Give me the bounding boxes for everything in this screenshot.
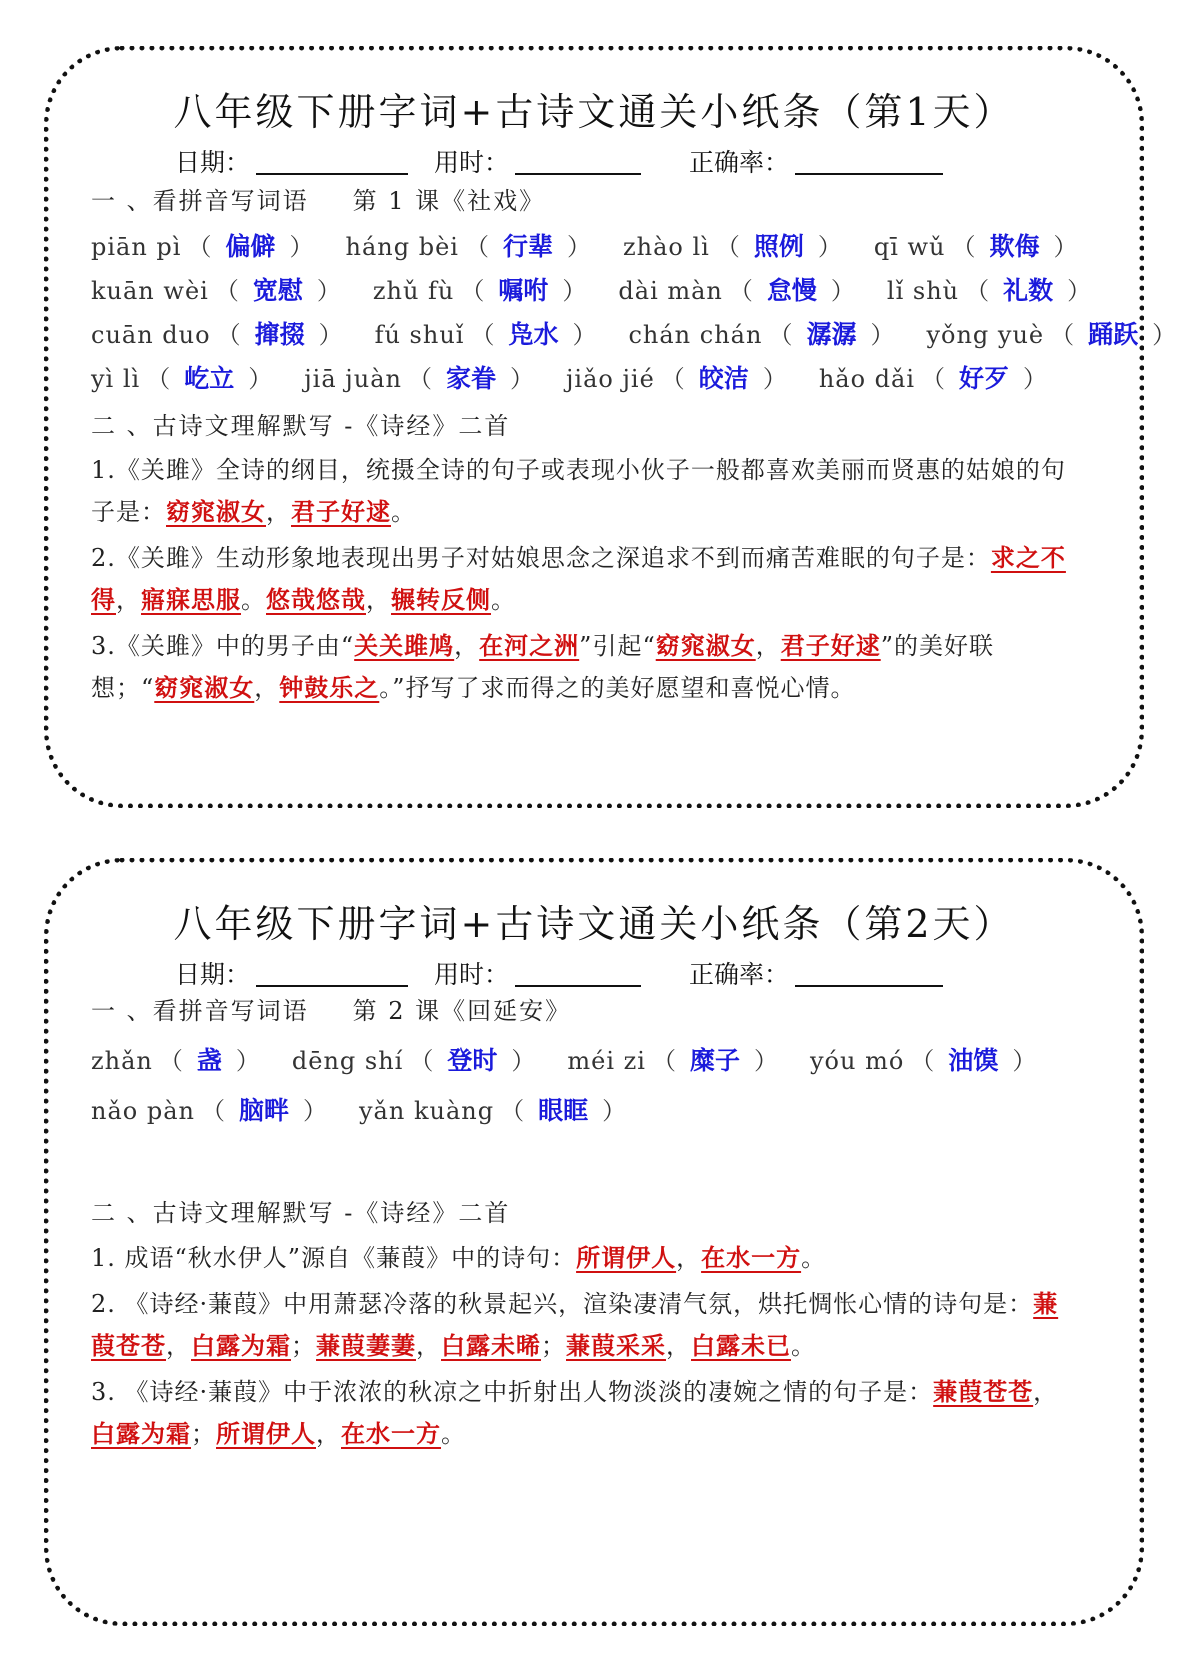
pinyin-row <box>91 227 1110 263</box>
paren-open: （ <box>715 233 740 261</box>
accuracy-blank[interactable] <box>795 959 943 987</box>
question-text: 。 <box>441 1420 466 1448</box>
pinyin-text: hǎo dǎi <box>818 365 916 393</box>
pinyin-row <box>91 315 1184 351</box>
pinyin-item <box>810 1041 1042 1077</box>
card-title: 八年级下册字词+古诗文通关小纸条（第2天） <box>173 902 1015 946</box>
paren-close: ） <box>830 277 855 305</box>
paren-close: ） <box>1023 365 1048 393</box>
question-text: 1. 成语“秋水伊人”源自《蒹葭》中的诗句： <box>91 1244 577 1272</box>
worksheet-card-day2 <box>44 858 1144 1626</box>
answer-word: 登时 <box>447 1046 498 1075</box>
answer-word: 踊跃 <box>1088 320 1139 349</box>
answer-word: 潺潺 <box>806 320 857 349</box>
accuracy-label: 正确率： <box>689 148 790 177</box>
paren-open: （ <box>460 277 485 305</box>
paren-open: （ <box>651 1047 676 1075</box>
question-1 <box>91 1237 1081 1279</box>
question-text: ， <box>676 1244 702 1272</box>
answer-text: 白露为霜 <box>91 1419 191 1448</box>
answer-word: 好歹 <box>959 364 1010 393</box>
answer-text: 君子好逑 <box>291 497 391 526</box>
question-text: ， <box>116 586 141 614</box>
pinyin-text: cuān duo <box>91 321 211 349</box>
pinyin-item <box>926 315 1182 351</box>
answer-text: 寤寐思服 <box>141 585 241 614</box>
paren-close: ） <box>509 365 534 393</box>
paren-close: ） <box>1053 233 1078 261</box>
pinyin-item <box>91 227 320 263</box>
question-2 <box>91 1283 1081 1367</box>
pinyin-text: jiā juàn <box>304 365 402 393</box>
answer-text: 所谓伊人 <box>216 1419 316 1448</box>
answer-word: 礼数 <box>1003 276 1054 305</box>
meta-row <box>175 143 969 179</box>
pinyin-item <box>618 271 861 307</box>
question-2 <box>91 537 1081 621</box>
question-text: 。 <box>391 498 416 526</box>
question-text: ， <box>254 674 280 702</box>
pinyin-item <box>304 359 540 395</box>
paren-open: （ <box>1050 321 1075 349</box>
question-text: ， <box>416 1332 441 1360</box>
paren-close: ） <box>1012 1047 1037 1075</box>
paren-open: （ <box>951 233 976 261</box>
time-label: 用时： <box>434 960 510 989</box>
paren-close: ） <box>303 1097 327 1125</box>
lesson-label: 第 2 课《回延安》 <box>352 997 572 1025</box>
question-text: ， <box>166 1332 191 1360</box>
pinyin-item <box>91 1091 333 1127</box>
section1-heading: 一 、看拼音写词语 第 2 课《回延安》 <box>91 997 572 1025</box>
answer-text: 求之不得 <box>91 543 1066 614</box>
question-3 <box>91 625 1081 709</box>
lesson-label: 第 1 课《社戏》 <box>352 187 546 215</box>
paren-close: ） <box>817 233 842 261</box>
pinyin-text: qī wǔ <box>873 233 946 261</box>
question-text: 。 <box>491 586 516 614</box>
question-3 <box>91 1371 1081 1455</box>
answer-text: 蒹葭苍苍 <box>91 1289 1059 1360</box>
answer-word: 家眷 <box>445 364 496 393</box>
answer-word: 撺掇 <box>254 320 305 349</box>
paren-close: ） <box>511 1047 536 1075</box>
pinyin-item <box>567 1041 784 1077</box>
answer-word: 糜子 <box>689 1046 740 1075</box>
paren-close: ） <box>753 1047 778 1075</box>
question-text: ， <box>1033 1378 1059 1406</box>
answer-word: 凫水 <box>508 320 559 349</box>
pinyin-text: nǎo pàn <box>91 1097 195 1125</box>
time-label: 用时： <box>434 148 510 177</box>
answer-word: 屹立 <box>184 364 235 393</box>
pinyin-text: piān pì <box>91 233 182 261</box>
answer-word: 眼眶 <box>538 1096 589 1125</box>
pinyin-row <box>91 359 1079 395</box>
accuracy-label: 正确率： <box>689 960 790 989</box>
question-text: 3. 《诗经·蒹葭》中于浓浓的秋凉之中折射出人物淡淡的凄婉之情的句子是： <box>91 1378 934 1406</box>
pinyin-text: méi zi <box>567 1047 646 1075</box>
accuracy-blank[interactable] <box>795 147 943 175</box>
question-text: ， <box>755 632 781 660</box>
answer-text: 在河之洲 <box>479 631 580 660</box>
answer-text: 蒹葭采采 <box>566 1331 666 1360</box>
pinyin-text: yóu mó <box>809 1047 905 1075</box>
answer-word: 照例 <box>753 232 804 261</box>
pinyin-item <box>566 359 793 395</box>
date-label: 日期： <box>175 960 251 989</box>
section2-heading: 二 、古诗文理解默写 -《诗经》二首 <box>91 412 511 440</box>
answer-text: 在水一方 <box>701 1243 802 1272</box>
pinyin-text: dēng shí <box>291 1047 404 1075</box>
paren-open: （ <box>187 233 212 261</box>
answer-word: 脑畔 <box>238 1096 289 1125</box>
pinyin-text: chán chán <box>628 321 763 349</box>
answer-text: 窈窕淑女 <box>166 497 266 526</box>
answer-text: 蒹葭苍苍 <box>933 1377 1034 1406</box>
pinyin-row <box>91 1091 658 1127</box>
pinyin-item <box>359 1091 632 1127</box>
pinyin-text: kuān wèi <box>91 277 209 305</box>
paren-close: ） <box>1067 277 1092 305</box>
pinyin-text: háng bèi <box>345 233 459 261</box>
meta-row <box>175 955 969 991</box>
question-text: 。”抒写了求而得之的美好愿望和喜悦心情。 <box>379 674 856 702</box>
pinyin-row <box>91 1041 1068 1077</box>
question-text: ， <box>666 1332 691 1360</box>
pinyin-item <box>819 359 1053 395</box>
pinyin-text: jiǎo jié <box>565 365 655 393</box>
paren-open: （ <box>965 277 990 305</box>
answer-word: 皎洁 <box>698 364 749 393</box>
answer-word: 宽慰 <box>252 276 303 305</box>
question-text: 2. 《诗经·蒹葭》中用萧瑟冷落的秋景起兴，渲染凄清气氛，烘托惆怅心情的诗句是： <box>91 1290 1034 1318</box>
paren-open: （ <box>214 277 239 305</box>
answer-text: 辗转反侧 <box>391 585 491 614</box>
question-text: ， <box>266 498 291 526</box>
pinyin-item <box>887 271 1097 307</box>
question-text: 。 <box>791 1332 816 1360</box>
answer-text: 白露未晞 <box>441 1331 541 1360</box>
pinyin-item <box>623 227 848 263</box>
paren-open: （ <box>768 321 793 349</box>
paren-open: （ <box>470 321 495 349</box>
question-text: ； <box>291 1332 316 1360</box>
paren-open: （ <box>910 1047 935 1075</box>
question-text: 。 <box>801 1244 827 1272</box>
answer-word: 盏 <box>196 1046 222 1075</box>
answer-text: 窈窕淑女 <box>655 631 756 660</box>
question-text: ， <box>316 1420 341 1448</box>
paren-open: （ <box>464 233 489 261</box>
pinyin-item <box>91 1041 266 1077</box>
paren-open: （ <box>216 321 241 349</box>
paren-open: （ <box>728 277 753 305</box>
answer-word: 行辈 <box>502 232 553 261</box>
pinyin-text: lǐ shù <box>886 277 960 305</box>
paren-open: （ <box>921 365 946 393</box>
date-label: 日期： <box>175 148 251 177</box>
answer-word: 油馍 <box>948 1046 999 1075</box>
answer-text: 悠哉悠哉 <box>266 585 366 614</box>
question-text: 1.《关雎》全诗的纲目，统摄全诗的句子或表现小伙子一般都喜欢美丽而贤惠的姑娘的句子是： <box>91 456 1066 526</box>
pinyin-item <box>874 227 1084 263</box>
question-text: 2.《关雎》生动形象地表现出男子对姑娘思念之深追求不到而痛苦难眠的句子是： <box>91 544 991 572</box>
paren-close: ） <box>1152 321 1177 349</box>
pinyin-item <box>91 315 349 351</box>
answer-text: 关关雎鸠 <box>354 631 455 660</box>
paren-close: ） <box>235 1047 260 1075</box>
pinyin-text: yǒng yuè <box>926 321 1045 349</box>
date-blank[interactable] <box>256 147 408 175</box>
question-text: ， <box>366 586 391 614</box>
answer-word: 怠慢 <box>766 276 817 305</box>
pinyin-item <box>346 227 597 263</box>
paren-close: ） <box>870 321 895 349</box>
question-text: ； <box>541 1332 566 1360</box>
answer-text: 白露未已 <box>691 1331 791 1360</box>
pinyin-item <box>91 271 347 307</box>
card-title: 八年级下册字词+古诗文通关小纸条（第1天） <box>173 90 1015 134</box>
answer-word: 嘱咐 <box>498 276 549 305</box>
answer-word: 欺侮 <box>989 232 1040 261</box>
paren-open: （ <box>158 1047 183 1075</box>
paren-open: （ <box>200 1097 225 1125</box>
answer-text: 所谓伊人 <box>576 1243 677 1272</box>
paren-close: ） <box>602 1097 627 1125</box>
pinyin-text: yǎn kuàng <box>359 1097 495 1125</box>
answer-text: 钟鼓乐之 <box>279 673 380 702</box>
paren-close: ） <box>572 321 597 349</box>
pinyin-text: zhǔ fù <box>372 277 455 305</box>
section1-heading: 一 、看拼音写词语 第 1 课《社戏》 <box>91 187 546 215</box>
paren-close: ） <box>562 277 587 305</box>
paren-open: （ <box>146 365 171 393</box>
answer-text: 窈窕淑女 <box>154 673 255 702</box>
paren-close: ） <box>248 365 273 393</box>
pinyin-item <box>373 271 593 307</box>
paren-close: ） <box>316 277 341 305</box>
paren-close: ） <box>566 233 591 261</box>
paren-open: （ <box>407 365 432 393</box>
answer-word: 偏僻 <box>225 232 276 261</box>
pinyin-item <box>375 315 603 351</box>
date-blank[interactable] <box>256 959 408 987</box>
question-text: 。 <box>241 586 266 614</box>
question-text: ”的美好联想；“ <box>91 632 994 702</box>
pinyin-text: zhǎn <box>91 1047 153 1075</box>
pinyin-text: yì lì <box>91 365 141 393</box>
pinyin-item <box>91 359 278 395</box>
section2-heading: 二 、古诗文理解默写 -《诗经》二首 <box>91 1199 511 1227</box>
paren-open: （ <box>660 365 685 393</box>
paren-close: ） <box>762 365 787 393</box>
paren-open: （ <box>500 1097 525 1125</box>
question-text: ， <box>454 632 480 660</box>
pinyin-text: zhào lì <box>622 233 710 261</box>
question-1 <box>91 449 1081 533</box>
worksheet-card-day1 <box>44 46 1177 808</box>
time-blank[interactable] <box>515 147 641 175</box>
pinyin-item <box>628 315 900 351</box>
time-blank[interactable] <box>515 959 641 987</box>
answer-text: 白露为霜 <box>191 1331 291 1360</box>
paren-open: （ <box>409 1047 434 1075</box>
question-text: ； <box>191 1420 216 1448</box>
pinyin-text: fú shuǐ <box>374 321 465 349</box>
question-text: ”引起“ <box>579 632 656 660</box>
question-text: 3.《关雎》中的男子由“ <box>91 632 355 660</box>
answer-text: 君子好逑 <box>780 631 881 660</box>
pinyin-item <box>292 1041 541 1077</box>
pinyin-row <box>91 271 1123 307</box>
answer-text: 在水一方 <box>341 1419 441 1448</box>
paren-close: ） <box>318 321 343 349</box>
pinyin-text: dài màn <box>618 277 723 305</box>
answer-text: 蒹葭萋萋 <box>316 1331 416 1360</box>
paren-close: ） <box>289 233 314 261</box>
